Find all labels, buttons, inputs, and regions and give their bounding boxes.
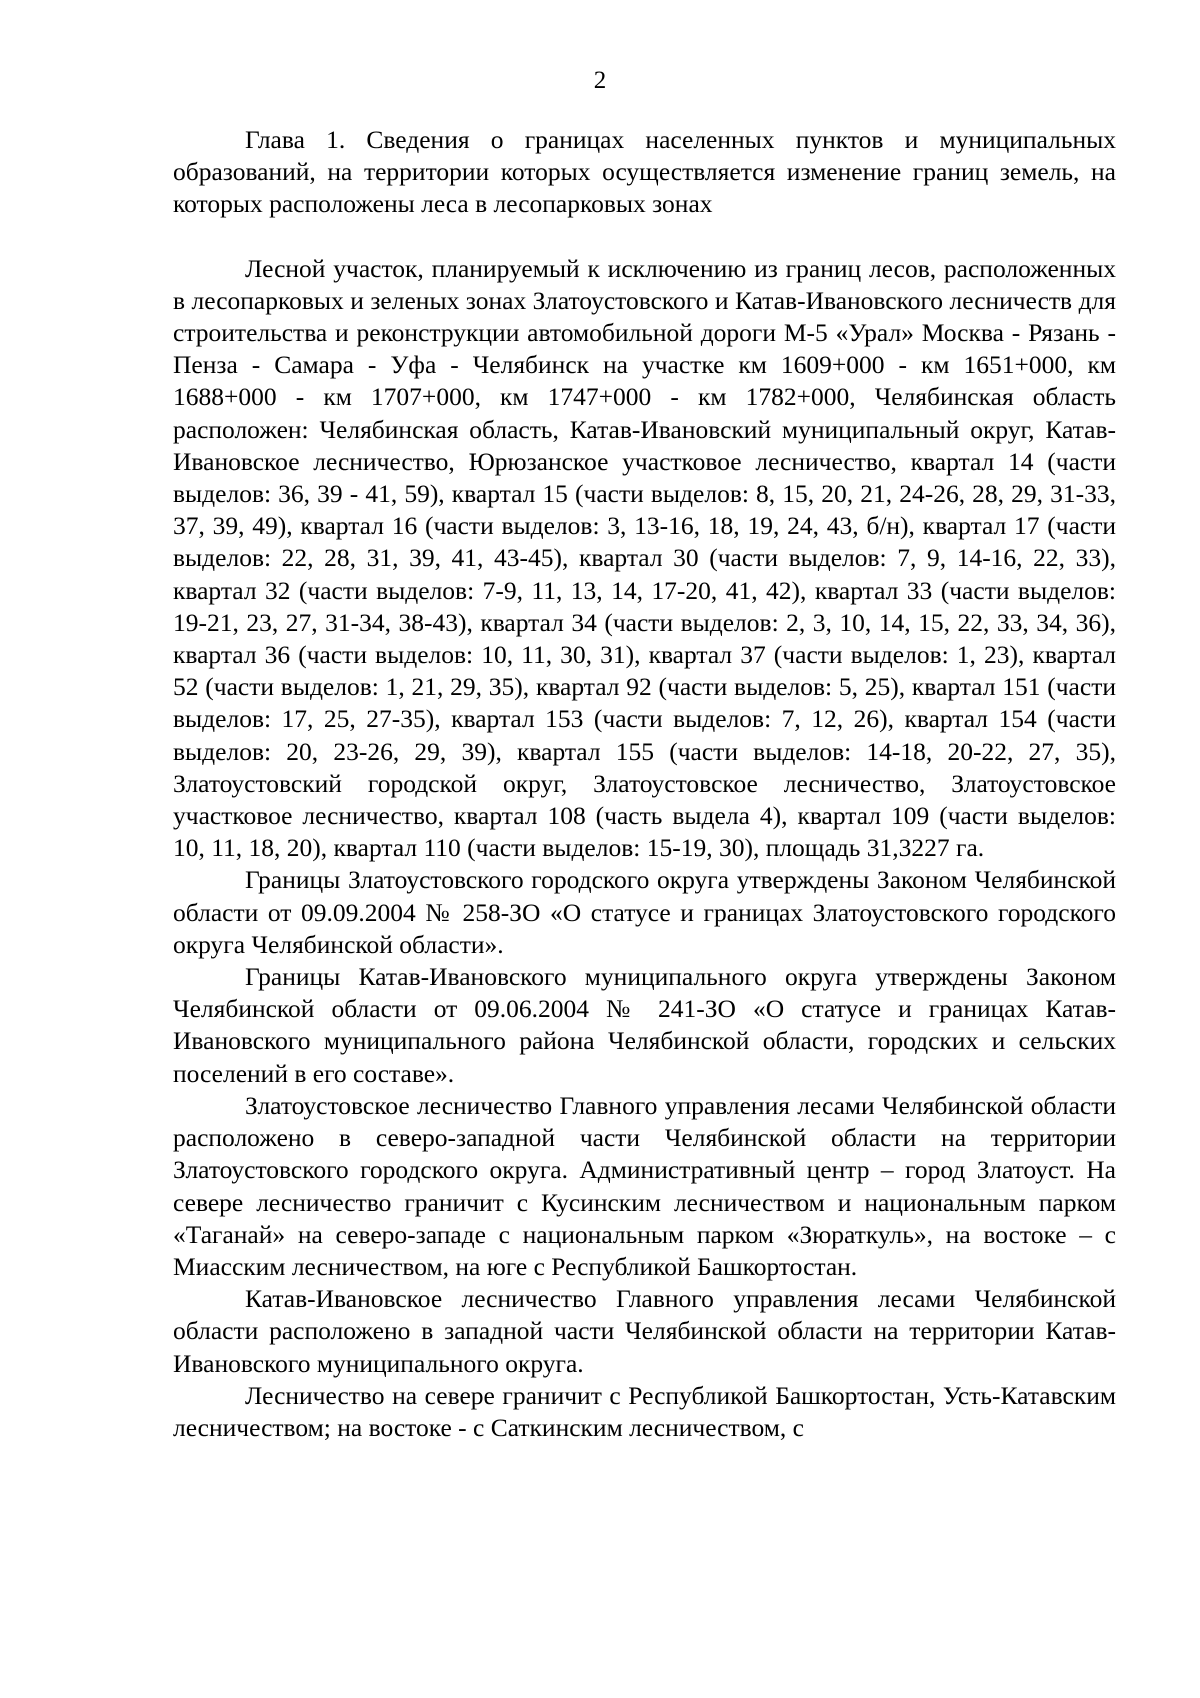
paragraph-forestry-borders: Лесничество на севере граничит с Республикой Башкортостан, Усть-Катавским лесничеством; на востоке - с Саткинским лесничеством, с xyxy=(173,1380,1116,1442)
document-body xyxy=(173,124,1116,1444)
paragraph-zlatoust-boundaries: Границы Златоустовского городского округа утверждены Законом Челябинской области от 09.09.2004 № 258-ЗО «О статусе и границах Златоустовского городского округа Челябинской области». xyxy=(173,865,1116,959)
paragraph-katav-ivanovsk-forestry: Катав-Ивановское лесничество Главного управления лесами Челябинской области расположено в западной части Челябинской области на территории Катав-Ивановского муниципального округа. xyxy=(173,1284,1116,1378)
chapter-heading: Глава 1. Сведения о границах населенных пунктов и муниципальных образований, на территории которых осуществляется изменение границ земель, на которых расположены леса в лесопарковых зонах xyxy=(173,125,1116,219)
paragraph-katav-ivanovsk-boundaries: Границы Катав-Ивановского муниципального округа утверждены Законом Челябинской области от 09.06.2004 № 241-ЗО «О статусе и границах Катав-Ивановского муниципального района Челябинской области, городских и сельских поселений в его составе». xyxy=(173,962,1116,1088)
paragraph-forest-plot: Лесной участок, планируемый к исключению из границ лесов, расположенных в лесопарковых и зеленых зонах Златоустовского и Катав-Ивановского лесничеств для строительства и реконструкции автомобильной дороги М-5 «Урал» Москва - Рязань - Пенза - Самара - Уфа - Челябинск на участке км 1609+000 - км 1651+000, км 1688+000 - км 1707+000, км 1747+000 - км 1782+000, Челябинская область расположен: Челябинская область, Катав-Ивановский муниципальный округ, Катав-Ивановское лесничество, Юрюзанское участковое лесничество, квартал 14 (части выделов: 36, 39 - 41, 59), квартал 15 (части выделов: 8, 15, 20, 21, 24-26, 28, 29, 31-33, 37, 39, 49), квартал 16 (части выделов: 3, 13-16, 18, 19, 24, 43, б/н), квартал 17 (части выделов: 22, 28, 31, 39, 41, 43-45), квартал 30 (части выделов: 7, 9, 14-16, 22, 33), квартал 32 (части выделов: 7-9, 11, 13, 14, 17-20, 41, 42), квартал 33 (части выделов: 19-21, 23, 27, 31-34, 38-43), квартал 34 (части выделов: 2, 3, 10, 14, 15, 22, 33, 34, 36), квартал 36 (части выделов: 10, 11, 30, 31), квартал 37 (части выделов: 1, 23), квартал 52 (части выделов: 1, 21, 29, 35), квартал 92 (части выделов: 5, 25), квартал 151 (части выделов: 17, 25, 27-35), квартал 153 (части выделов: 7, 12, 26), квартал 154 (части выделов: 20, 23-26, 29, 39), квартал 155 (части выделов: 14-18, 20-22, 27, 35), Златоустовский городской округ, Златоустовское лесничество, Златоустовское участковое лесничество, квартал 108 (часть выдела 4), квартал 109 (части выделов: 10, 11, 18, 20), квартал 110 (части выделов: 15-19, 30), площадь 31,3227 га. xyxy=(173,253,1116,863)
paragraph-zlatoust-forestry: Златоустовское лесничество Главного управления лесами Челябинской области расположено в северо-западной части Челябинской области на территории Златоустовского городского округа. Административный центр – город Златоуст. На севере лесничество граничит с Кусинским лесничеством и национальным парком «Таганай» на северо-западе с национальным парком «Зюраткуль», на востоке – с Миасским лесничеством, на юге с Республикой Башкортостан. xyxy=(173,1090,1116,1281)
page-number: 2 xyxy=(593,67,607,94)
